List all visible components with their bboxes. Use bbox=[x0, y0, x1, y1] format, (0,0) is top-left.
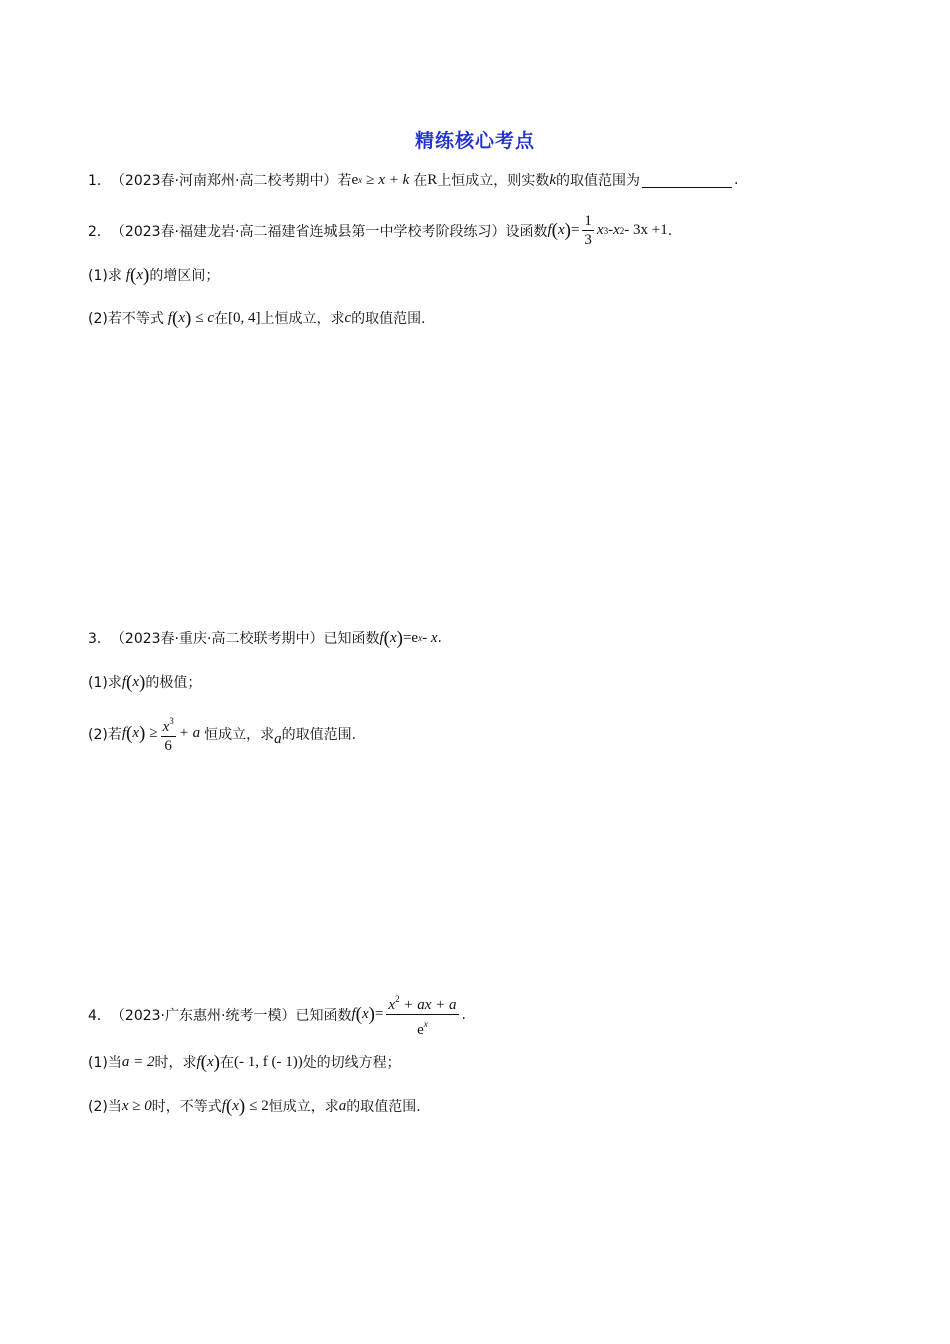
math-exponent: x bbox=[358, 175, 363, 185]
math-variable: k bbox=[549, 171, 556, 188]
question-2-part-2: (2)若不等式 f ( x ) ≤ c 在 [0, 4] 上恒成立，求 c 的取值范围. bbox=[88, 307, 426, 329]
math-eq: = bbox=[570, 222, 580, 238]
math-expression: - 3x +1 bbox=[624, 222, 668, 238]
question-text: 在 bbox=[413, 173, 428, 189]
math-fraction: $\frac{x^2 + ax + a}{e^x}$ bbox=[388, 994, 457, 1038]
math-ge: ≥ bbox=[366, 171, 375, 188]
math-point: (- 1, f (- 1)) bbox=[233, 1053, 303, 1070]
question-text: 上恒成立，则实数 bbox=[437, 173, 550, 189]
question-number: 2． bbox=[88, 223, 111, 240]
math-expression: x + k bbox=[378, 171, 410, 188]
question-4-part-2: (2)当 x ≥ 0 时，不等式 f ( x ) ≤ 2 恒成立，求 a 的取值范围. bbox=[88, 1095, 421, 1117]
question-4-part-1: (1)当 a = 2 时，求 f ( x ) 在 (- 1, f (- 1)) 处的切线方程； bbox=[88, 1051, 401, 1073]
math-function: f bbox=[547, 222, 552, 238]
math-fraction: $\frac{x^3}{6}$ bbox=[162, 716, 174, 754]
page-title: 精练核心考点 bbox=[414, 130, 535, 152]
question-number: 3． bbox=[88, 631, 111, 647]
question-1 bbox=[88, 170, 738, 190]
question-source: （2023·广东惠州·统考一模） bbox=[110, 1007, 296, 1024]
question-text: 若 bbox=[337, 173, 352, 189]
question-end: . bbox=[733, 172, 739, 188]
question-2: 2． （2023春·福建龙岩·高二福建省连城县第一中学校考阶段练习） 设函数 f ( x ) = $\frac{1}{3}$ x 3 - x 2 - 3x +1 . bbox=[88, 213, 673, 248]
math-fraction: $\frac{1}{3}$ bbox=[584, 213, 592, 248]
answer-blank[interactable] bbox=[642, 173, 732, 188]
question-3-part-1: (1)求 f ( x ) 的极值； bbox=[88, 671, 202, 693]
question-2-part-1: (1)求 f ( x ) 的增区间； bbox=[88, 264, 220, 286]
question-3-part-2: (2)若 f ( x ) ≥ $\frac{x^3}{6}$ + a 恒成立，求 a 的取值范围. bbox=[88, 712, 356, 755]
question-source: （2023春·重庆·高二校联考期中） bbox=[110, 631, 324, 647]
question-end: . bbox=[667, 222, 673, 239]
question-source: （2023春·福建龙岩·高二福建省连城县第一中学校考阶段练习） bbox=[110, 223, 506, 240]
question-number: 1． bbox=[88, 173, 111, 189]
question-text: 的取值范围为 bbox=[555, 173, 640, 189]
question-3: 3． （2023春·重庆·高二校联考期中） 已知函数 f ( x ) =e x - x . bbox=[88, 627, 442, 649]
math-set: R bbox=[427, 171, 438, 188]
question-number: 4． bbox=[88, 1007, 111, 1024]
question-text: 设函数 bbox=[505, 223, 548, 240]
math-e: e bbox=[351, 171, 359, 188]
question-source: （2023春·河南郑州·高二校考期中） bbox=[110, 173, 338, 189]
question-4: 4． （2023·广东惠州·统考一模） 已知函数 f ( x ) = $\frac{x^2 + ax + a}{e^x}$ . bbox=[88, 990, 466, 1039]
math-interval: [0, 4] bbox=[227, 309, 261, 326]
